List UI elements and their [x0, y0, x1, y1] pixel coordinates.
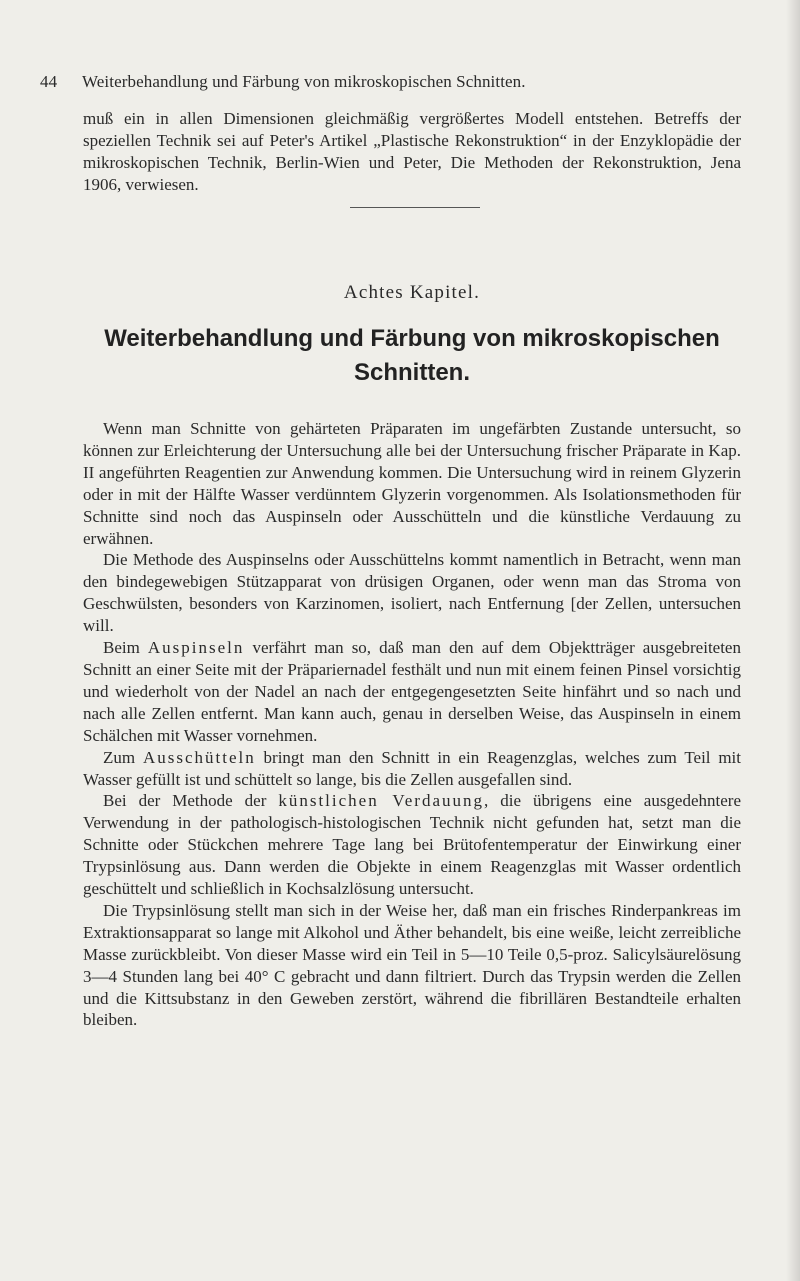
page-edge-shadow	[786, 0, 800, 1281]
paragraph-5-rest: , die übrigens eine ausgedehntere Verwendung in der pathologisch-histologischen Technik nicht gefunden hat, setzt man die Schnitte oder Stückchen mehrere Tage lang bei Brütofentemperatur der Einwirkung einer Trypsinlösung aus. Dann werden die Objekte in einem Reagenzglas mit Wasser ordentlich geschüttelt und schließlich in Kochsalzlösung untersucht.	[83, 791, 741, 899]
running-header	[40, 72, 740, 92]
running-title: Weiterbehandlung und Färbung von mikroskopischen Schnitten.	[82, 72, 526, 91]
paragraph-5-lead: Bei der Methode der	[103, 791, 279, 811]
paragraph-3-rest: verfährt man so, daß man den auf dem Objektträger ausgebreiteten Schnitt an einer Seite mit der Präpariernadel festhält und nun mit einem feinen Pinsel vorsichtig und wiederholt von der Nadel an nach der entgegengesetzten Seite hinfährt und so nach und nach alle Zellen entfernt. Man kann auch, genau in derselben Weise, das Auspinseln in einem Schälchen mit Wasser vornehmen.	[83, 638, 741, 745]
paragraph-5	[83, 790, 741, 900]
paragraph-2: Die Methode des Auspinselns oder Ausschüttelns kommt namentlich in Betracht, wenn man den bindegewebigen Stützapparat von drüsigen Organen, oder wenn man das Stroma von Geschwülsten, besonders von Karzinomen, isoliert, nach Entfernung [der Zellen, untersuchen will.	[83, 550, 741, 636]
paragraph-6: Die Trypsinlösung stellt man sich in der Weise her, daß man ein frisches Rinderpankreas im Extraktionsapparat so lange mit Alkohol und Äther behandelt, bis eine weiße, leicht zerreibliche Masse zurückbleibt. Von dieser Masse wird ein Teil in 5—10 Teile 0,5-proz. Salicylsäurelösung 3—4 Stunden lang bei 40° C gebracht und dann filtriert. Durch das Trypsin werden die Zellen und die Kittsubstanz in den Geweben zerstört, während die fibrillären Bestandteile erhalten bleiben.	[83, 900, 741, 1030]
paragraph-3	[83, 637, 741, 747]
chapter-label: Achtes Kapitel.	[343, 282, 481, 303]
term-kuenstliche-verdauung: künstlichen Verdauung	[278, 791, 485, 811]
term-ausschuetteln: Ausschütteln	[142, 747, 256, 767]
top-paragraph: muß ein in allen Dimensionen gleichmäßig vergrößertes Modell entstehen. Betreffs der speziellen Technik sei auf Peter's Artikel „Plastische Rekonstruktion“ in der Enzyklopädie der mikroskopischen Technik, Berlin-Wien und Peter, Die Methoden der Rekonstruktion, Jena 1906, verwiesen.	[83, 109, 741, 194]
section-divider	[350, 207, 480, 208]
page-number: 44	[40, 72, 58, 91]
chapter-title: Weiterbehandlung und Färbung von mikroskopischen Schnitten.	[104, 325, 720, 386]
paragraph-4	[83, 747, 741, 791]
paragraph-4-lead: Zum	[103, 747, 143, 767]
paragraph-3-lead: Beim	[103, 638, 148, 658]
term-auspinseln: Auspinseln	[147, 638, 245, 658]
chapter-body	[83, 418, 741, 1031]
paragraph-1: Wenn man Schnitte von gehärteten Präparaten im ungefärbten Zustande untersucht, so können zur Erleichterung der Untersuchung alle bei der Untersuchung frischer Präparate in Kap. II angeführten Reagentien zur Anwendung kommen. Die Untersuchung wird in reinem Glyzerin oder in mit der Hälfte Wasser verdünntem Glyzerin vorgenommen. Als Isolationsmethoden für Schnitte sind noch das Auspinseln oder Ausschütteln und die künstliche Verdauung zu erwähnen.	[83, 419, 741, 548]
paragraph-4-rest: bringt man den Schnitt in ein Reagenzglas, welches zum Teil mit Wasser gefüllt ist und schüttelt so lange, bis die Zellen ausgefallen sind.	[83, 747, 742, 789]
